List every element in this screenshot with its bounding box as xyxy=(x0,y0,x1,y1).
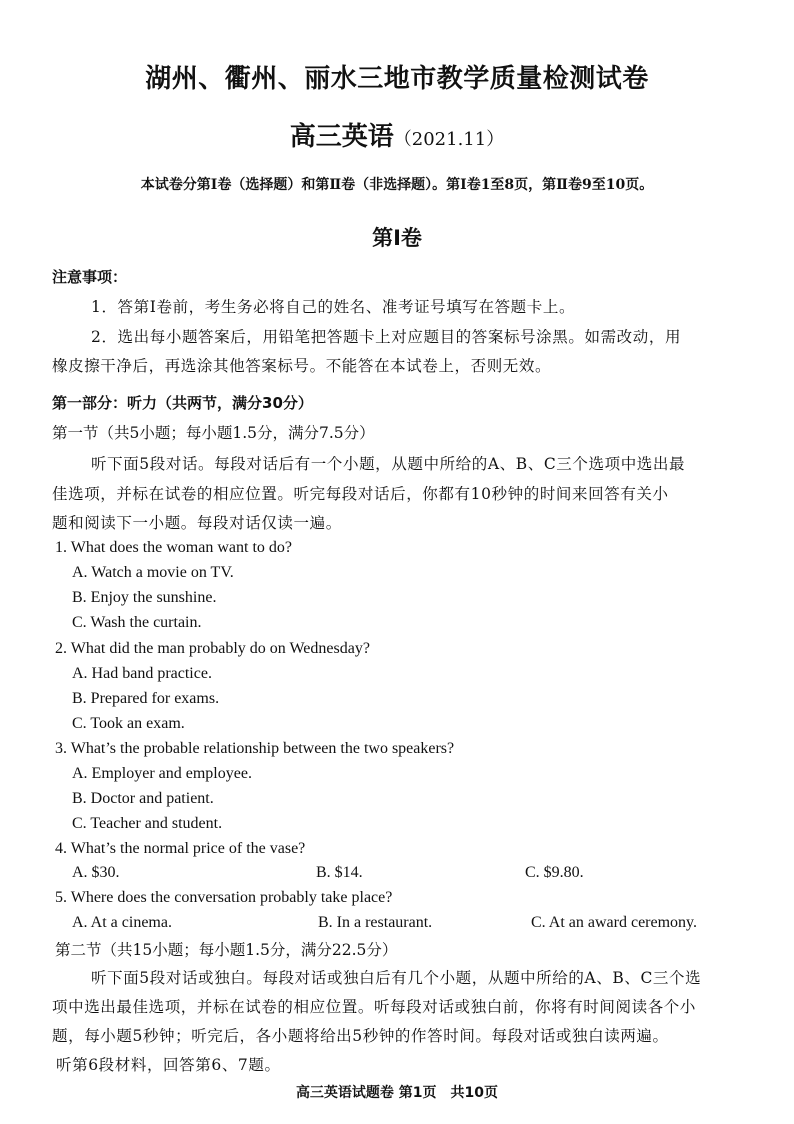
question-4-option-b: B. $14. xyxy=(316,864,363,881)
question-5-stem: 5. Where does the conversation probably take place? xyxy=(55,889,393,906)
question-3-stem: 3. What’s the probable relationship between the two speakers? xyxy=(55,740,455,757)
question-3-option-a: A. Employer and employee. xyxy=(72,765,252,782)
exam-title: 湖州、衢州、丽水三地市教学质量检测试卷 xyxy=(145,64,649,94)
section2-instruction-3: 题，每小题5秒钟；听完后，各小题将给出5秒钟的作答时间。每段对话或独白读两遍。 xyxy=(52,1027,669,1045)
question-2-stem: 2. What did the man probably do on Wednesday? xyxy=(55,640,370,657)
section2-heading: 第二节（共15小题；每小题1.5分，满分22.5分） xyxy=(55,941,398,959)
volume-heading: 第Ⅰ卷 xyxy=(372,226,422,250)
question-1-option-c: C. Wash the curtain. xyxy=(72,614,202,631)
question-2-option-c: C. Took an exam. xyxy=(72,715,185,732)
section2-instruction-2: 项中选出最佳选项，并标在试卷的相应位置。听每段对话或独白前，你将有时间阅读各个小 xyxy=(52,998,697,1016)
section1-instruction-3: 题和阅读下一小题。每段对话仅读一遍。 xyxy=(52,514,342,532)
question-1-option-b: B. Enjoy the sunshine. xyxy=(72,589,217,606)
question-3-option-c: C. Teacher and student. xyxy=(72,815,223,832)
section1-instruction-2: 佳选项，并标在试卷的相应位置。听完每段对话后，你都有10秒钟的时间来回答有关小 xyxy=(52,485,669,503)
section1-instruction-1: 听下面5段对话。每段对话后有一个小题，从题中所给的A、B、C三个选项中选出最 xyxy=(91,455,686,473)
question-5-option-b: B. In a restaurant. xyxy=(318,914,433,931)
question-1-option-a: A. Watch a movie on TV. xyxy=(72,564,234,581)
question-1-stem: 1. What does the woman want to do? xyxy=(55,539,292,556)
section2-instruction-1: 听下面5段对话或独白。每段对话或独白后有几个小题，从题中所给的A、B、C三个选 xyxy=(91,969,702,987)
question-5-option-a: A. At a cinema. xyxy=(72,914,172,931)
exam-date: （2021.11） xyxy=(393,129,505,150)
question-3-option-b: B. Doctor and patient. xyxy=(72,790,214,807)
notice-item-2: 2．选出每小题答案后，用铅笔把答题卡上对应题目的答案标号涂黑。如需改动，用 xyxy=(91,328,682,346)
page-footer: 高三英语试题卷 第1页 共10页 xyxy=(295,1085,499,1101)
exam-subtitle xyxy=(0,116,794,153)
part1-heading: 第一部分：听力（共两节，满分30分） xyxy=(52,394,313,412)
question-4-option-c: C. $9.80. xyxy=(525,864,584,881)
section1-heading: 第一节（共5小题；每小题1.5分，满分7.5分） xyxy=(52,424,375,442)
subject-label: 高三英语 xyxy=(289,122,394,152)
question-4-stem: 4. What’s the normal price of the vase? xyxy=(55,840,306,857)
material-6-instruction: 听第6段材料，回答第6、7题。 xyxy=(56,1056,281,1074)
notice-heading: 注意事项： xyxy=(52,268,128,286)
question-2-option-b: B. Prepared for exams. xyxy=(72,690,220,707)
question-4-option-a: A. $30. xyxy=(72,864,120,881)
exam-intro: 本试卷分第Ⅰ卷（选择题）和第Ⅱ卷（非选择题）。第Ⅰ卷1至8页，第Ⅱ卷9至10页。 xyxy=(140,177,654,193)
question-2-option-a: A. Had band practice. xyxy=(72,665,212,682)
notice-item-2-cont: 橡皮擦干净后，再选涂其他答案标号。不能答在本试卷上，否则无效。 xyxy=(52,357,552,375)
notice-item-1: 1．答第Ⅰ卷前，考生务必将自己的姓名、准考证号填写在答题卡上。 xyxy=(91,298,576,316)
question-5-option-c: C. At an award ceremony. xyxy=(531,914,698,931)
